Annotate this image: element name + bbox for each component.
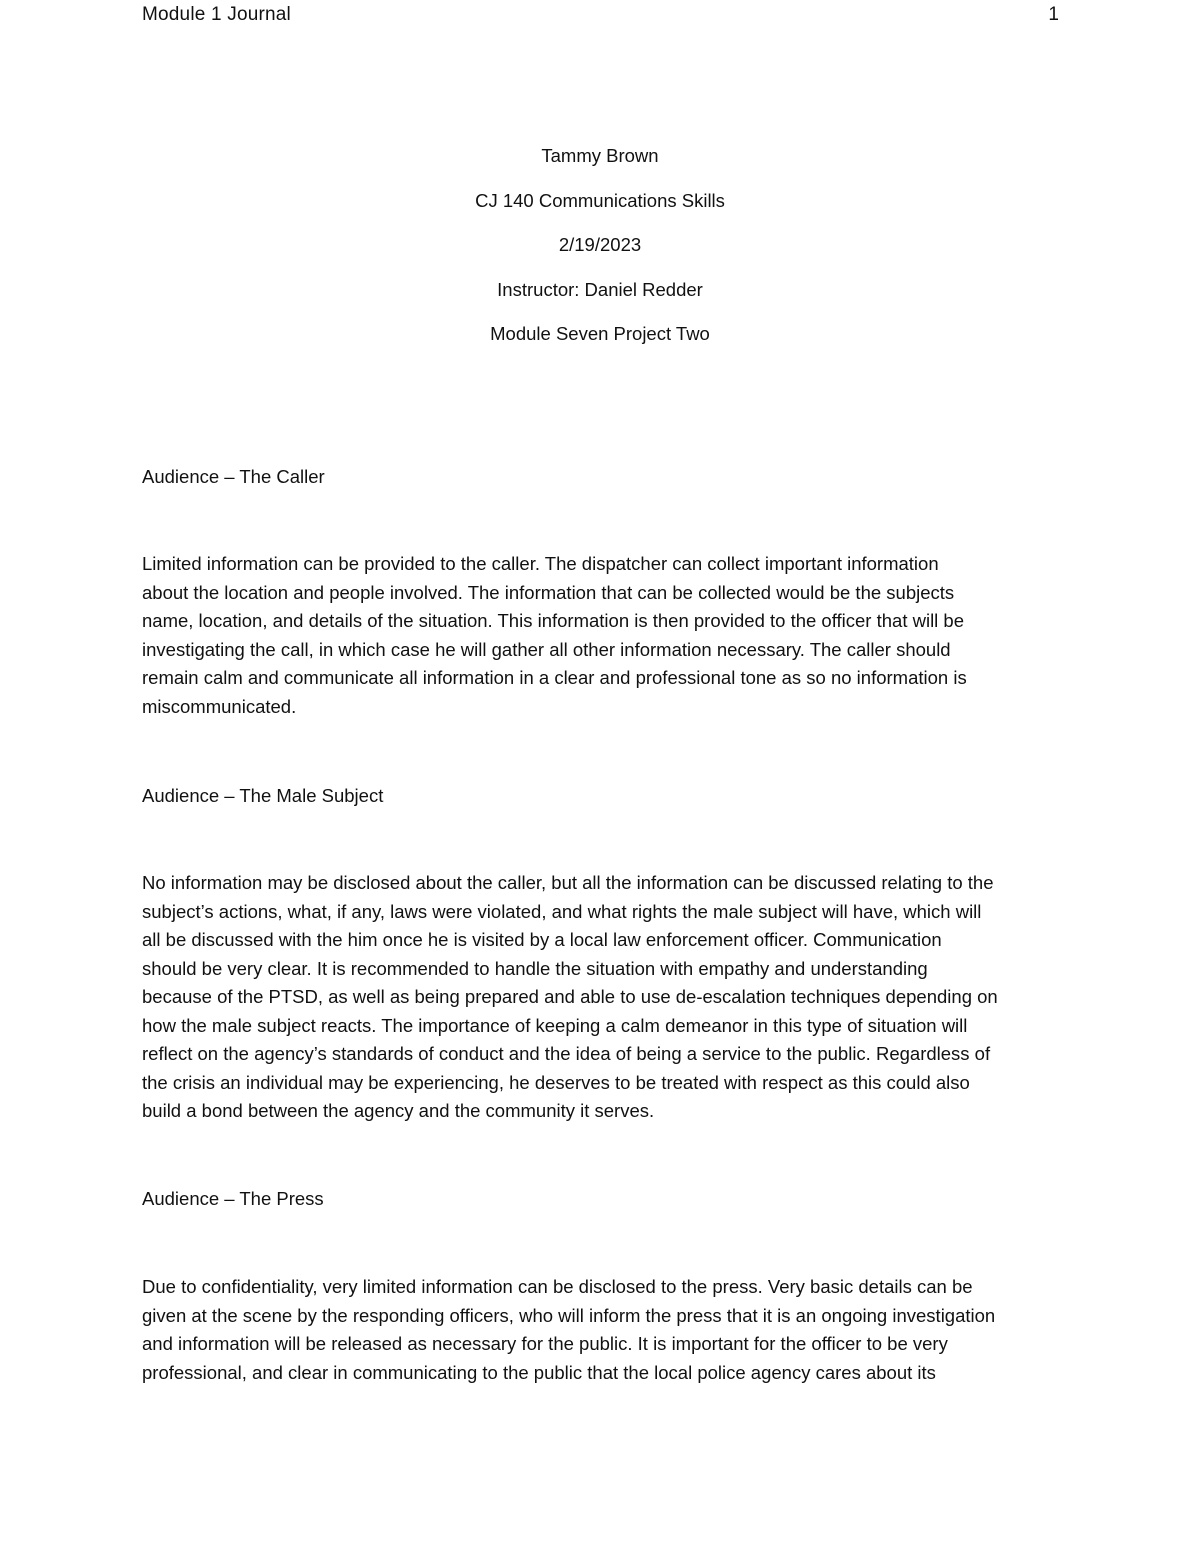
section-body-press (142, 1273, 1060, 1387)
paragraph-line: reflect on the agency’s standards of conduct and the idea of being a service to the public. Regardless of (142, 1043, 991, 1064)
section-heading-press: Audience – The Press (142, 1188, 324, 1209)
paragraph-line: professional, and clear in communicating to the public that the local police agency cares about its (142, 1361, 936, 1383)
paragraph-line: miscommunicated. (142, 695, 297, 717)
paragraph-line: No information may be disclosed about the caller, but all the information can be discussed relating to the (142, 872, 994, 893)
page-number: 1 (1048, 4, 1059, 25)
paragraph-line: Due to confidentiality, very limited information can be disclosed to the press. Very basic details can be (142, 1276, 973, 1297)
assignment-title: Module Seven Project Two (490, 323, 710, 344)
section-body-caller (142, 550, 1060, 721)
running-head: Module 1 Journal (142, 4, 291, 25)
course-name: CJ 140 Communications Skills (475, 189, 725, 211)
paragraph-line: about the location and people involved. The information that can be collected would be the subjects (142, 581, 955, 603)
paragraph-line: and information will be released as necessary for the public. It is important for the officer to be very (142, 1333, 948, 1354)
paragraph-line: investigating the call, in which case he will gather all other information necessary. The caller should (142, 638, 951, 660)
paragraph-line: subject’s actions, what, if any, laws were violated, and what rights the male subject will have, which will (142, 900, 982, 922)
paragraph-line: Limited information can be provided to the caller. The dispatcher can collect important information (142, 553, 939, 574)
paragraph-line: remain calm and communicate all information in a clear and professional tone as so no information is (142, 667, 967, 688)
paragraph-line: all be discussed with the him once he is visited by a local law enforcement officer. Communication (142, 929, 942, 950)
paragraph-line: because of the PTSD, as well as being prepared and able to use de-escalation techniques depending on (142, 986, 998, 1007)
author-name: Tammy Brown (541, 145, 659, 166)
submission-date: 2/19/2023 (558, 234, 642, 255)
paragraph-line: given at the scene by the responding officers, who will inform the press that it is an ongoing investigation (142, 1304, 996, 1326)
paragraph-line: should be very clear. It is recommended to handle the situation with empathy and understanding (142, 957, 928, 979)
paragraph-line: how the male subject reacts. The importance of keeping a calm demeanor in this type of situation will (142, 1014, 968, 1036)
section-heading-male-subject: Audience – The Male Subject (142, 785, 384, 806)
title-block (0, 143, 1200, 366)
section-heading-caller: Audience – The Caller (142, 466, 325, 487)
instructor-name: Instructor: Daniel Redder (497, 278, 703, 300)
paragraph-line: name, location, and details of the situation. This information is then provided to the officer that will be (142, 610, 965, 631)
paragraph-line: build a bond between the agency and the community it serves. (142, 1100, 655, 1121)
section-body-male-subject (142, 869, 1060, 1126)
paragraph-line: the crisis an individual may be experiencing, he deserves to be treated with respect as this could also (142, 1071, 970, 1093)
